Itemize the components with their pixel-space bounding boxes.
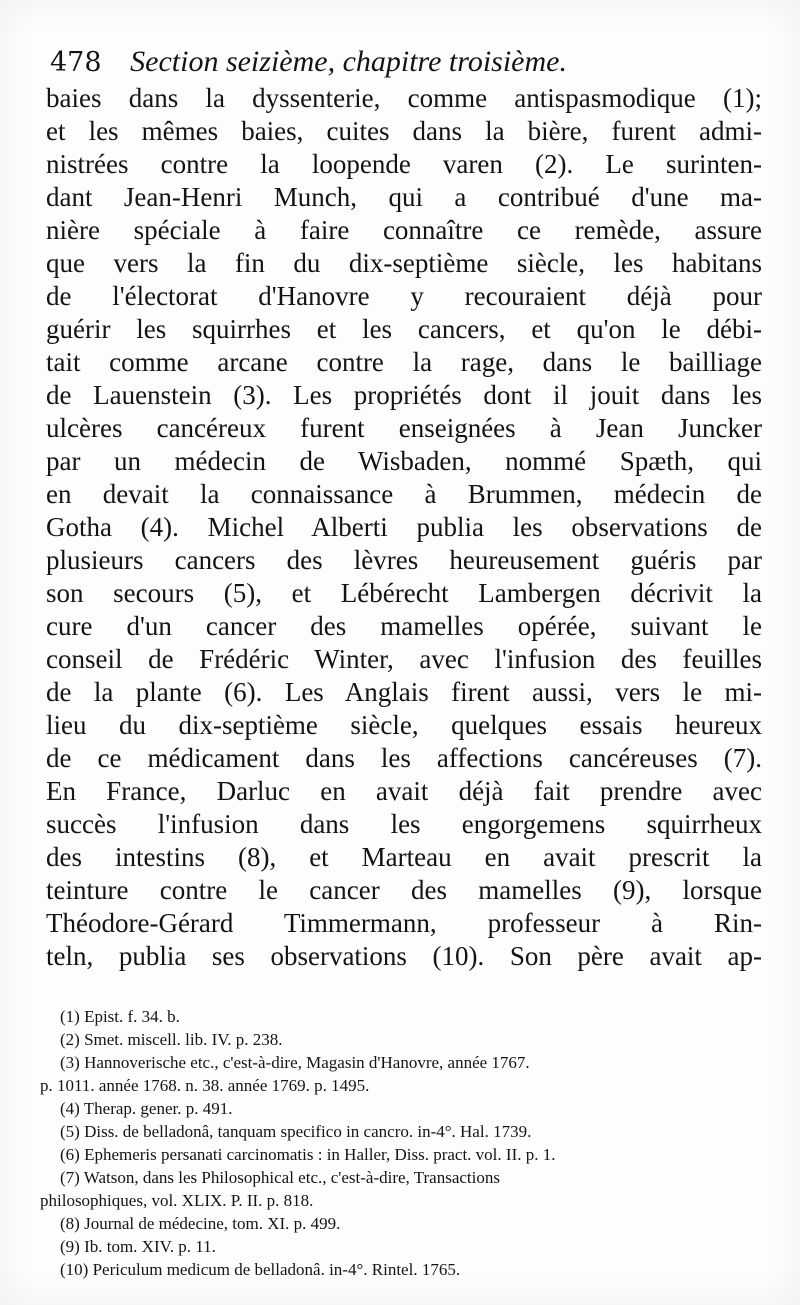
footnote: (5) Diss. de belladonâ, tanquam specifico in cancro. in-4°. Hal. 1739. [60, 1122, 532, 1141]
body-line: lieu du dix-septième siècle, quelques essais heureux [46, 710, 762, 740]
footnote: (4) Therap. gener. p. 491. [60, 1099, 233, 1118]
body-line: cure d'un cancer des mamelles opérée, suivant le [46, 611, 762, 641]
body-line: teln, publia ses observations (10). Son père avait ap- [46, 941, 762, 971]
body-line: des intestins (8), et Marteau en avait prescrit la [46, 842, 762, 872]
body-line: de la plante (6). Les Anglais firent aussi, vers le mi- [46, 677, 762, 707]
footnote: (8) Journal de médecine, tom. XI. p. 499. [60, 1214, 341, 1233]
body-text [46, 82, 762, 973]
body-line: nière spéciale à faire connaître ce remède, assure [46, 215, 762, 245]
footnote: (2) Smet. miscell. lib. IV. p. 238. [60, 1030, 283, 1049]
footnote: (1) Epist. f. 34. b. [60, 1007, 180, 1026]
body-line: que vers la fin du dix-septième siècle, les habitans [46, 248, 762, 278]
body-line: dant Jean-Henri Munch, qui a contribué d'une ma- [46, 182, 762, 212]
footnotes [40, 1005, 780, 1281]
body-line: et les mêmes baies, cuites dans la bière, furent admi- [46, 116, 762, 146]
body-line: guérir les squirrhes et les cancers, et qu'on le débi- [46, 314, 762, 344]
running-head: Section seizième, chapitre troisième. [130, 45, 567, 78]
body-line: de ce médicament dans les affections cancéreuses (7). [46, 743, 762, 773]
body-line: Gotha (4). Michel Alberti publia les observations de [46, 512, 762, 542]
body-line: succès l'infusion dans les engorgemens squirrheux [46, 809, 762, 839]
body-line: son secours (5), et Lébérecht Lambergen décrivit la [46, 578, 762, 608]
page-number: 478 [50, 47, 102, 78]
page-header [50, 40, 760, 84]
body-line: ulcères cancéreux furent enseignées à Jean Juncker [46, 413, 762, 443]
body-line: de l'électorat d'Hanovre y recouraient déjà pour [46, 281, 762, 311]
body-line: tait comme arcane contre la rage, dans le bailliage [46, 347, 762, 377]
body-line: en devait la connaissance à Brummen, médecin de [46, 479, 762, 509]
footnote: (9) Ib. tom. XIV. p. 11. [60, 1237, 216, 1256]
footnote: (10) Periculum medicum de belladonâ. in-4°. Rintel. 1765. [60, 1260, 461, 1279]
body-line: par un médecin de Wisbaden, nommé Spæth, qui [46, 446, 762, 476]
footnote-continuation: p. 1011. année 1768. n. 38. année 1769. p. 1495. [40, 1076, 370, 1095]
footnote-continuation: philosophiques, vol. XLIX. P. II. p. 818. [40, 1191, 314, 1210]
footnote: (7) Watson, dans les Philosophical etc., c'est-à-dire, Transactions [60, 1168, 500, 1187]
body-line: Théodore-Gérard Timmermann, professeur à Rin- [46, 908, 762, 938]
body-line: plusieurs cancers des lèvres heureusement guéris par [46, 545, 762, 575]
body-line: nistrées contre la loopende varen (2). Le surinten- [46, 149, 762, 179]
body-line: teinture contre le cancer des mamelles (9), lorsque [46, 875, 762, 905]
footnote: (6) Ephemeris persanati carcinomatis : in Haller, Diss. pract. vol. II. p. 1. [60, 1145, 556, 1164]
body-line: de Lauenstein (3). Les propriétés dont il jouit dans les [46, 380, 762, 410]
body-line: En France, Darluc en avait déjà fait prendre avec [46, 776, 762, 806]
body-line: conseil de Frédéric Winter, avec l'infusion des feuilles [46, 644, 762, 674]
body-line: baies dans la dyssenterie, comme antispasmodique (1); [46, 83, 762, 113]
footnote: (3) Hannoverische etc., c'est-à-dire, Magasin d'Hanovre, année 1767. [60, 1053, 530, 1072]
